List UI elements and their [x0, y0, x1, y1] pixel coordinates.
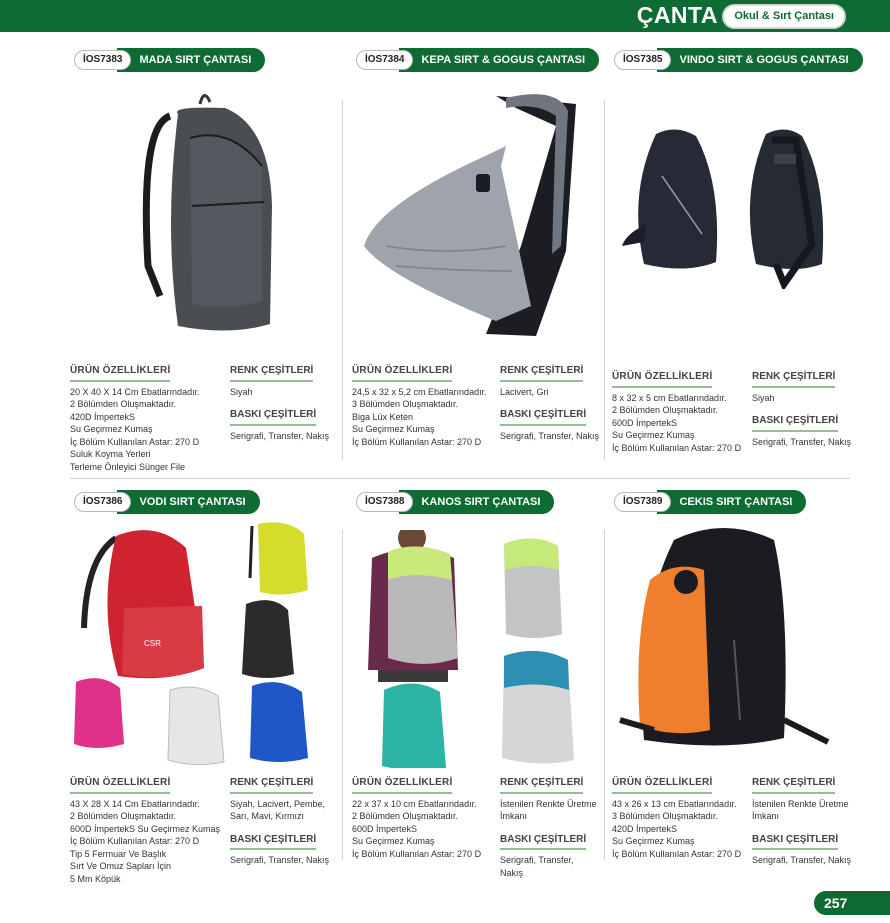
feature-line: İç Bölüm Kullanılan Astar: 270 D — [612, 848, 742, 859]
colors-value: Siyah — [752, 392, 775, 403]
feature-line: 3 Bölümden Oluşmaktadır. — [612, 811, 719, 821]
colors-heading: RENK ÇEŞİTLERİ — [230, 777, 313, 794]
feature-line: İç Bölüm Kullanılan Astar: 270 D — [70, 836, 200, 846]
product-code: İOS7383 — [74, 50, 131, 70]
product-header — [74, 490, 260, 514]
options-block — [500, 364, 599, 452]
feature-line: Su Geçirmez Kumaş — [352, 424, 435, 434]
print-value: Serigrafi, Transfer, Nakış — [500, 855, 574, 878]
print-heading: BASKI ÇEŞİTLERİ — [500, 834, 586, 851]
column-divider — [604, 530, 605, 860]
print-heading: BASKI ÇEŞİTLERİ — [230, 834, 316, 851]
feature-line: 2 Bölümden Oluşmaktadır. — [612, 405, 719, 415]
category-pill: Okul & Sırt Çantası — [724, 6, 844, 27]
features-block — [352, 776, 481, 860]
print-value: Serigrafi, Transfer, Nakış — [752, 436, 852, 447]
feature-line: Su Geçirmez Kumaş — [352, 836, 435, 846]
features-heading: ÜRÜN ÖZELLİKLERİ — [70, 777, 170, 794]
feature-line: İç Bölüm Kullanılan Astar: 270 D — [612, 442, 742, 453]
options-block — [752, 776, 852, 877]
product-header — [614, 490, 806, 514]
print-heading: BASKI ÇEŞİTLERİ — [230, 409, 316, 426]
product-code: İOS7385 — [614, 50, 671, 70]
feature-line: 420D İmpertekS — [70, 411, 136, 422]
page-title: ÇANTA — [636, 2, 718, 28]
feature-line: 22 x 37 x 10 cm Ebatlarındadır. — [352, 798, 477, 809]
product-header — [356, 490, 554, 514]
page-number: 257 — [814, 891, 890, 915]
features-block — [70, 364, 200, 473]
features-heading: ÜRÜN ÖZELLİKLERİ — [612, 371, 712, 388]
product-header — [74, 48, 265, 72]
colors-heading: RENK ÇEŞİTLERİ — [500, 365, 583, 382]
feature-line: Su Geçirmez Kumaş — [70, 424, 153, 434]
product-code: İOS7388 — [356, 492, 413, 512]
product-code: İOS7384 — [356, 50, 413, 70]
product-code: İOS7386 — [74, 492, 131, 512]
backpack-image — [130, 86, 280, 336]
options-block — [752, 370, 851, 458]
features-heading: ÜRÜN ÖZELLİKLERİ — [70, 365, 170, 382]
feature-line: 24,5 x 32 x 5,2 cm Ebatlarındadır. — [352, 386, 487, 397]
product-code: İOS7389 — [614, 492, 671, 512]
feature-line: Tip 5 Fermuar Ve Başlık — [70, 848, 167, 859]
feature-line: 600D İmpertekS — [612, 417, 678, 428]
product-name: KANOS SIRT ÇANTASI — [399, 490, 554, 514]
top-banner — [0, 0, 890, 32]
feature-line: 5 Mm Köpük — [70, 873, 121, 884]
feature-line: Biga Lüx Keten — [352, 411, 414, 422]
product-name: CEKIS SIRT ÇANTASI — [657, 490, 806, 514]
options-block — [500, 776, 598, 889]
feature-line: 20 X 40 X 14 Cm Ebatlarındadır. — [70, 386, 200, 397]
print-value: Serigrafi, Transfer, Nakış — [500, 430, 600, 441]
feature-line: Suluk Koyma Yerleri — [70, 449, 151, 459]
features-block — [612, 776, 741, 860]
feature-line: Su Geçirmez Kumaş — [612, 430, 695, 440]
feature-line: İç Bölüm Kullanılan Astar: 270 D — [352, 848, 482, 859]
feature-line: Su Geçirmez Kumaş — [612, 836, 695, 846]
print-value: Serigrafi, Transfer, Nakış — [230, 855, 330, 865]
print-value: Serigrafi, Transfer, Nakış — [752, 855, 852, 865]
features-block — [352, 364, 487, 448]
feature-line: Sırt Ve Omuz Sapları İçin — [70, 861, 172, 871]
svg-text:CSR: CSR — [144, 639, 161, 648]
features-heading: ÜRÜN ÖZELLİKLERİ — [612, 777, 712, 794]
feature-line: 2 Bölümden Oluşmaktadır. — [352, 811, 459, 821]
product-header — [356, 48, 599, 72]
print-heading: BASKI ÇEŞİTLERİ — [500, 409, 586, 426]
options-block — [230, 776, 338, 877]
colors-value: Lacivert, Gri — [500, 386, 549, 397]
feature-line: Terleme Önleyici Sünger File — [70, 461, 186, 472]
feature-line: 3 Bölümden Oluşmaktadır. — [352, 399, 459, 409]
feature-line: 43 X 28 X 14 Cm Ebatlarındadır. — [70, 798, 200, 809]
features-block — [70, 776, 220, 885]
print-heading: BASKI ÇEŞİTLERİ — [752, 415, 838, 432]
backpack-model-image — [354, 530, 586, 768]
colors-heading: RENK ÇEŞİTLERİ — [230, 365, 313, 382]
product-name: MADA SIRT ÇANTASI — [117, 48, 265, 72]
column-divider — [342, 530, 343, 860]
colors-value: İstenilen Renkte Üretme İmkanı — [752, 798, 849, 821]
backpack-orange-image — [614, 520, 836, 750]
features-heading: ÜRÜN ÖZELLİKLERİ — [352, 777, 452, 794]
product-name: VODI SIRT ÇANTASI — [117, 490, 259, 514]
feature-line: 420D İmpertekS — [612, 823, 678, 834]
feature-line: 43 x 26 x 13 cm Ebatlarındadır. — [612, 798, 737, 809]
feature-line: 600D İmpertekS — [352, 823, 418, 834]
product-header — [614, 48, 863, 72]
colors-heading: RENK ÇEŞİTLERİ — [752, 371, 835, 388]
feature-line: İç Bölüm Kullanılan Astar: 270 D — [352, 436, 482, 447]
sling-bag-image — [356, 86, 586, 342]
feature-line: İç Bölüm Kullanılan Astar: 270 D — [70, 436, 200, 447]
column-divider — [342, 100, 343, 460]
colors-value: Siyah, Lacivert, Pembe, Sarı, Mavi, Kırmızı — [230, 798, 326, 821]
row-divider — [70, 478, 850, 479]
column-divider — [604, 100, 605, 460]
features-block — [612, 370, 741, 454]
feature-line: 2 Bölümden Oluşmaktadır. — [70, 811, 177, 821]
features-heading: ÜRÜN ÖZELLİKLERİ — [352, 365, 452, 382]
feature-line: 600D İmpertekS Su Geçirmez Kumaş — [70, 823, 221, 834]
product-name: VINDO SIRT & GOGUS ÇANTASI — [657, 48, 862, 72]
colors-value: İstenilen Renkte Üretme İmkanı — [500, 798, 597, 821]
print-value: Serigrafi, Transfer, Nakış — [230, 430, 330, 441]
feature-line: 8 x 32 x 5 cm Ebatlarındadır. — [612, 392, 727, 403]
feature-line: 2 Bölümden Oluşmaktadır. — [70, 399, 177, 409]
backpack-color-variants-image — [66, 518, 322, 768]
print-heading: BASKI ÇEŞİTLERİ — [752, 834, 838, 851]
options-block — [230, 364, 329, 452]
colors-heading: RENK ÇEŞİTLERİ — [752, 777, 835, 794]
chest-bag-image — [616, 124, 838, 289]
colors-heading: RENK ÇEŞİTLERİ — [500, 777, 583, 794]
colors-value: Siyah — [230, 386, 253, 397]
product-name: KEPA SIRT & GOGUS ÇANTASI — [399, 48, 599, 72]
